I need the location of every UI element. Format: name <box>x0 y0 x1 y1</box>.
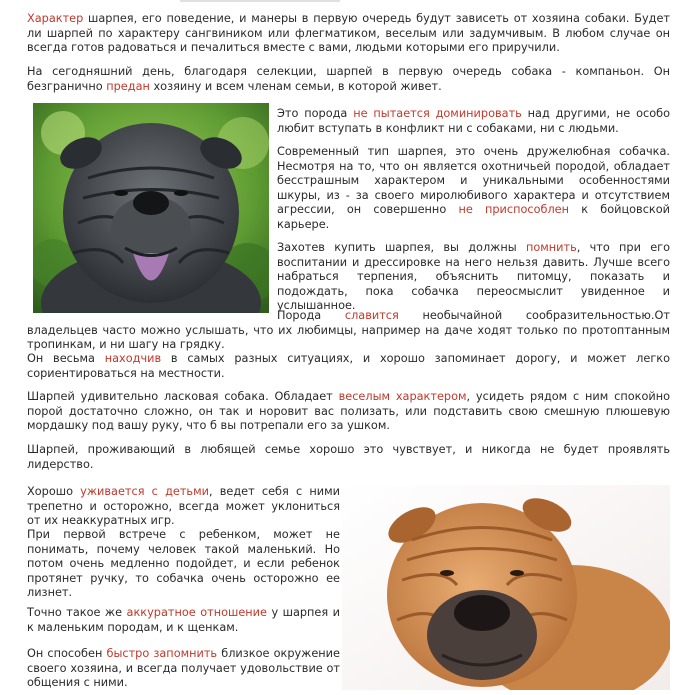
memory-paragraph: Он способен быстро запомнить близкое окружение своего хозяина, и всегда получает удовольствие от общения с ними. <box>27 647 340 689</box>
highlight-devoted: предан <box>106 79 150 93</box>
friendly-paragraph: Современный тип шарпея, это очень дружелюбная собачка. Несмотря на то, что он является охотничьей породой, обладает бесстрашным характером и уникальными особенностями шкуры, из - за своего миролюбивого характера и отсутствием агрессии, он совершенно не приспособлен к бойцовской карьере. <box>277 145 671 231</box>
family-paragraph: Шарпей, проживающий в любящей семье хорошо это чувствует, и никогда не будет проявлять лидерство. <box>27 443 670 471</box>
top-divider <box>180 0 340 2</box>
highlight-remember: помнить <box>525 241 577 254</box>
resourceful-paragraph: Он весьма находчив в самых разных ситуациях, и хорошо запоминает дорогу, и может легко сориентироваться на местности. <box>27 352 670 380</box>
dark-sharpei-photo <box>33 103 269 313</box>
highlight-not-adapted: не приспособлен <box>458 203 570 216</box>
not-dominant-paragraph: Это порода не пытается доминировать над другими, не особо любит вступать в конфликт ни с собаками, ни с людьми. <box>277 107 670 135</box>
intro-paragraph: Характер шарпея, его поведение, и манеры в первую очередь будут зависеть от хозяина собаки. Будет ли шарпей по характеру сангвиником или флегматиком, веселым или задумчивым. В любом случае он всегда готов радоваться и печалиться вместе с вами, людьми которыми его приручили. <box>27 12 670 54</box>
smart-paragraph: Порода славится необычайной сообразительностью.От владельцев часто можно услышать, что их любимцы, например на даче ходят только по протоптанным тропинкам, и ни шагу на грядку. <box>27 309 670 351</box>
highlight-character: Характер <box>27 12 84 25</box>
highlight-not-dominate: не пытается доминировать <box>353 107 522 120</box>
highlight-cheerful: веселым характером <box>338 390 467 403</box>
highlight-famous: славится <box>344 309 399 322</box>
first-meeting-paragraph: При первой встрече с ребенком, может не понимать, почему человек такой маленький. Но потом очень медленно подойдет, и если ребенок протянет ручку, то собачка очень осторожно ее лизнет. <box>27 528 340 599</box>
affectionate-paragraph: Шарпей удивительно ласковая собака. Обладает веселым характером, усидеть рядом с ним спокойно порой достаточно сложно, он так и норовит вас полизать, или подставить свою смешную плюшевую мордашку под вашу руку, что б вы потрепали его за ушком. <box>27 390 671 432</box>
companion-paragraph: На сегодняшний день, благодаря селекции, шарпей в первую очередь собака - компаньон. Он безгранично предан хозяину и всем членам семьи, в которой живет. <box>27 65 670 93</box>
highlight-remember-fast: быстро запомнить <box>106 647 218 660</box>
highlight-careful: аккуратное отношение <box>126 606 267 619</box>
training-paragraph: Захотев купить шарпея, вы должны помнить, что при его воспитании и дрессировке на него нельзя давить. Лучше всего набраться терпения, объяснить питомцу, показать и подождать, пока собачка переосмыслит увиденное и услышанное. <box>277 241 670 312</box>
highlight-gets-along: уживается с детьми <box>80 485 209 498</box>
small-breeds-paragraph: Точно такое же аккуратное отношение у шарпея и к маленьким породам, и к щенкам. <box>27 606 340 634</box>
children-paragraph: Хорошо уживается с детьми, ведет себя с ними трепетно и осторожно, всегда может уклониться от их неаккуратных игр. <box>27 485 340 527</box>
puppy-sharpei-photo <box>342 485 670 690</box>
highlight-resourceful: находчив <box>104 352 162 365</box>
